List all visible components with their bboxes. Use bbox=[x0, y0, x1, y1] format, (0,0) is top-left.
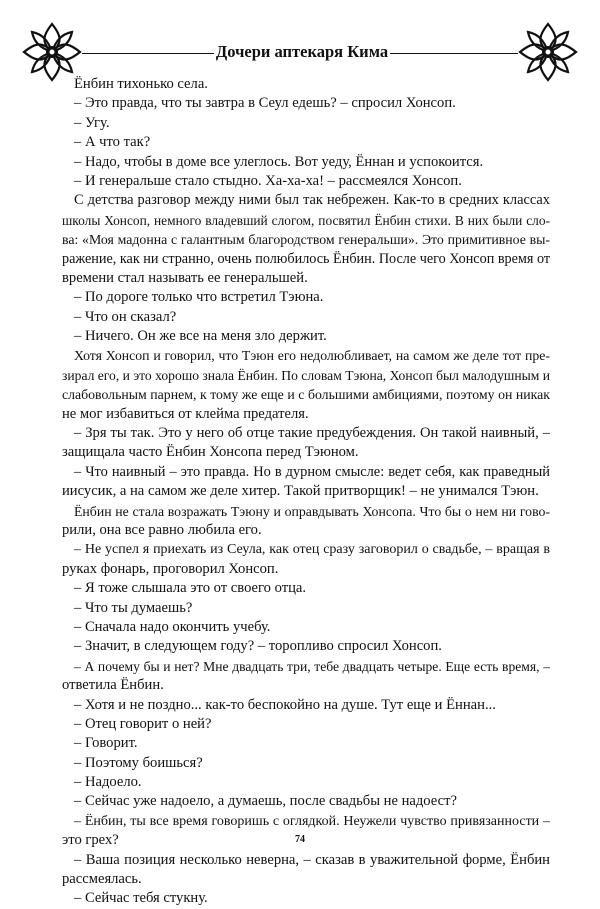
text-line: ражение, как ни странно, очень полюбилось Ёнбин. После чего Хонсоп время от bbox=[62, 250, 550, 267]
text-column bbox=[62, 75, 550, 909]
text-line: – Говорит. bbox=[74, 735, 138, 752]
text-line: – Значит, в следующем году? – торопливо спросил Хонсоп. bbox=[74, 638, 442, 655]
text-line: – И генеральше стало стыдно. Ха-ха-ха! – рассмеялся Хонсоп. bbox=[74, 172, 462, 189]
text-line: – А что так? bbox=[74, 134, 151, 151]
text-line: Ёнбин не стала возражать Тэюну и оправдывать Хонсопа. Что бы о нем ни гово- bbox=[74, 503, 550, 519]
header-rule-left bbox=[82, 53, 214, 54]
text-line: – Надо, чтобы в доме все улеглось. Вот уеду, Ённан и успокоится. bbox=[74, 153, 484, 170]
text-line: – Я тоже слышала это от своего отца. bbox=[74, 580, 307, 597]
text-line: – Сейчас тебя стукну. bbox=[74, 890, 208, 907]
text-line: не мог избавиться от клейма предателя. bbox=[62, 405, 309, 422]
text-line: – Угу. bbox=[74, 114, 110, 131]
text-line: – Надоело. bbox=[74, 774, 142, 791]
running-header bbox=[20, 20, 580, 80]
text-line: – Что он сказал? bbox=[74, 308, 177, 325]
text-line: – Ёнбин, ты все время говоришь с оглядкой. Неужели чувство привязанности – bbox=[74, 813, 550, 829]
text-line: – Зря ты так. Это у него об отце такие предубеждения. Он такой наивный, – bbox=[74, 425, 550, 442]
text-line: – Отец говорит о ней? bbox=[74, 715, 212, 732]
text-line: – Это правда, что ты завтра в Сеул едешь? – спросил Хонсоп. bbox=[74, 95, 456, 112]
text-line: – Что наивный – это правда. Но в дурном смысле: ведет себя, как праведный bbox=[74, 463, 550, 480]
text-line: рили, она все равно любила его. bbox=[62, 521, 262, 538]
page-number: 74 bbox=[295, 834, 305, 845]
text-line: рассмеялась. bbox=[62, 871, 142, 888]
text-line: ответила Ёнбин. bbox=[62, 677, 164, 694]
text-line: руках фонарь, проговорил Хонсоп. bbox=[62, 560, 279, 577]
text-line: – Поэтому боишься? bbox=[74, 754, 203, 771]
text-line: – Что ты думаешь? bbox=[74, 599, 193, 616]
text-line: С детства разговор между ними был так небрежен. Как-то в средних классах bbox=[74, 192, 550, 209]
text-line: зирал его, и это хорошо знала Ёнбин. По словам Тэюна, Хонсоп был малодушным и bbox=[62, 367, 550, 383]
text-line: – Ничего. Он же все на меня зло держит. bbox=[74, 328, 327, 345]
text-line: времени стал называть ее генеральшей. bbox=[62, 269, 308, 286]
text-line: Хотя Хонсоп и говорил, что Тэюн его недолюбливает, на самом же деле тот пре- bbox=[74, 348, 550, 364]
text-line: – Сейчас уже надоело, а думаешь, после свадьбы не надоест? bbox=[74, 793, 457, 810]
text-line: – Не успел я приехать из Сеула, как отец сразу заговорил о свадьбе, – вращая в bbox=[74, 542, 550, 558]
text-line: – Сначала надо окончить учебу. bbox=[74, 618, 271, 635]
text-line: слабовольным парнем, к тому же еще и с большими амбициями, поэтому он никак bbox=[62, 387, 550, 403]
text-line: ва: «Моя мадонна с галантным благородством генеральши». Это примитивное вы- bbox=[62, 232, 550, 248]
text-line: – А почему бы и нет? Мне двадцать три, тебе двадцать четыре. Еще есть время, – bbox=[74, 658, 550, 674]
text-line: защищала часто Ёнбин Хонсопа перед Тэюном. bbox=[62, 444, 359, 461]
text-line: это грех? bbox=[62, 832, 119, 849]
text-line: – Хотя и не поздно... как-то беспокойно на душе. Тут еще и Ённан... bbox=[74, 696, 496, 713]
header-rule-right bbox=[390, 53, 518, 54]
text-line: школы Хонсоп, немного владевший слогом, посвятил Ёнбин стихи. В них были сло- bbox=[62, 212, 550, 228]
running-header-title: Дочери аптекаря Кима bbox=[215, 42, 389, 61]
text-line: – Ваша позиция несколько неверна, – сказав в уважительной форме, Ёнбин bbox=[74, 851, 550, 868]
text-line: иисусик, а на самом же деле хитер. Такой притворщик! – не унимался Тэюн. bbox=[62, 483, 539, 500]
text-line: Ёнбин тихонько села. bbox=[74, 76, 208, 92]
text-line: – По дороге только что встретил Тэюна. bbox=[74, 289, 324, 306]
